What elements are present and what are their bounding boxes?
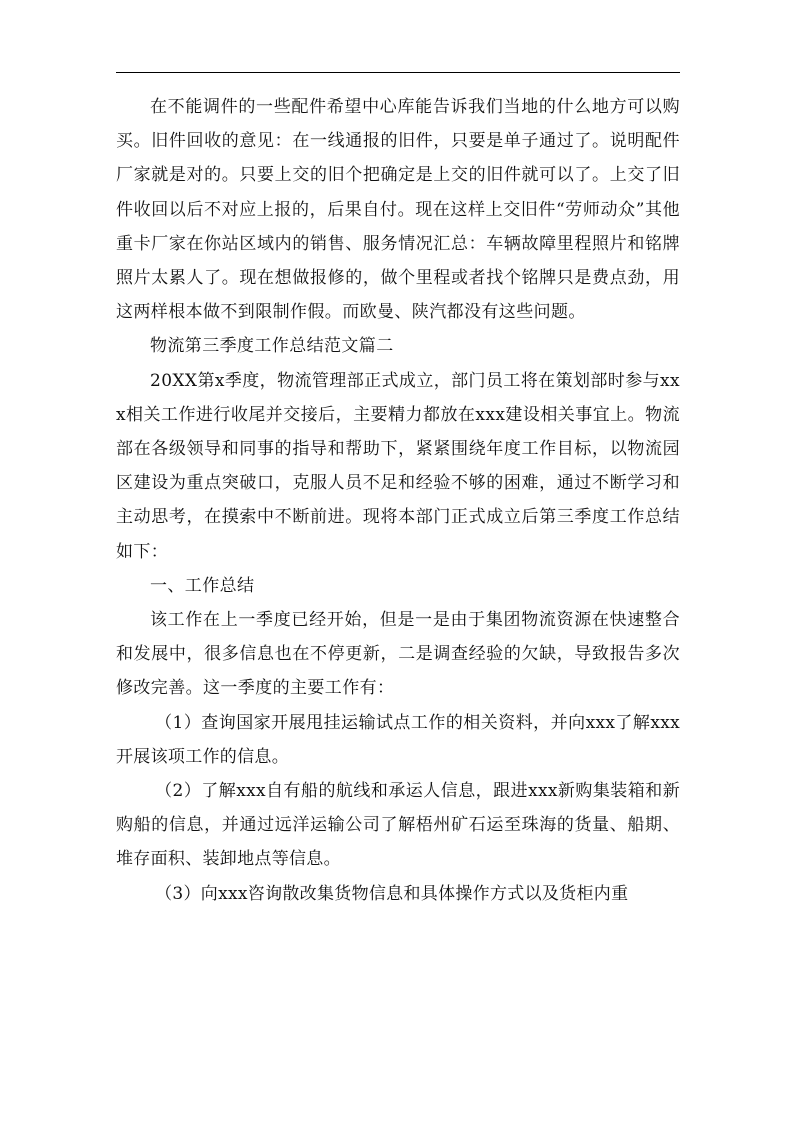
article-title: 物流第三季度工作总结范文篇二 [150, 336, 394, 357]
paragraph-intro: 20XX第x季度，物流管理部正式成立，部门员工将在策划部时参与xxx相关工作进行收尾并交接后，主要精力都放在xxx建设相关事宜上。物流部在各级领导和同事的指导和帮助下，紧紧围绕年度工作目标，以物流园区建设为重点突破口，克服人员不足和经验不够的困难，通过不断学习和主动思考，在摸索中不断前进。现将本部门正式成立后第三季度工作总结如下： [116, 370, 680, 562]
document-body [116, 90, 680, 911]
header-rule [116, 72, 680, 73]
list-item-1: （1）查询国家开展甩挂运输试点工作的相关资料，并向xxx了解xxx开展该项工作的信息。 [116, 712, 680, 767]
paragraph-parts-feedback: 在不能调件的一些配件希望中心库能告诉我们当地的什么地方可以购买。旧件回收的意见：在一线通报的旧件，只要是单子通过了。说明配件厂家就是对的。只要上交的旧个把确定是上交的旧件就可以了。上交了旧件收回以后不对应上报的，后果自付。现在这样上交旧件“劳师动众”其他重卡厂家在你站区域内的销售、服务情况汇总：车辆故障里程照片和铭牌照片太累人了。现在想做报修的，做个里程或者找个铭牌只是费点劲，用这两样根本做不到限制作假。而欧曼、陕汽都没有这些问题。 [116, 97, 680, 323]
list-item-3: （3）向xxx咨询散改集货物信息和具体操作方式以及货柜内重 [155, 883, 629, 904]
section-heading-work-summary: 一、工作总结 [150, 575, 255, 596]
list-item-2: （2）了解xxx自有船的航线和承运人信息，跟进xxx新购集装箱和新购船的信息，并通过远洋运输公司了解梧州矿石运至珠海的货量、船期、堆存面积、装卸地点等信息。 [116, 781, 680, 870]
paragraph-work-summary: 该工作在上一季度已经开始，但是一是由于集团物流资源在快速整合和发展中，很多信息也在不停更新，二是调查经验的欠缺，导致报告多次修改完善。这一季度的主要工作有： [116, 610, 680, 699]
